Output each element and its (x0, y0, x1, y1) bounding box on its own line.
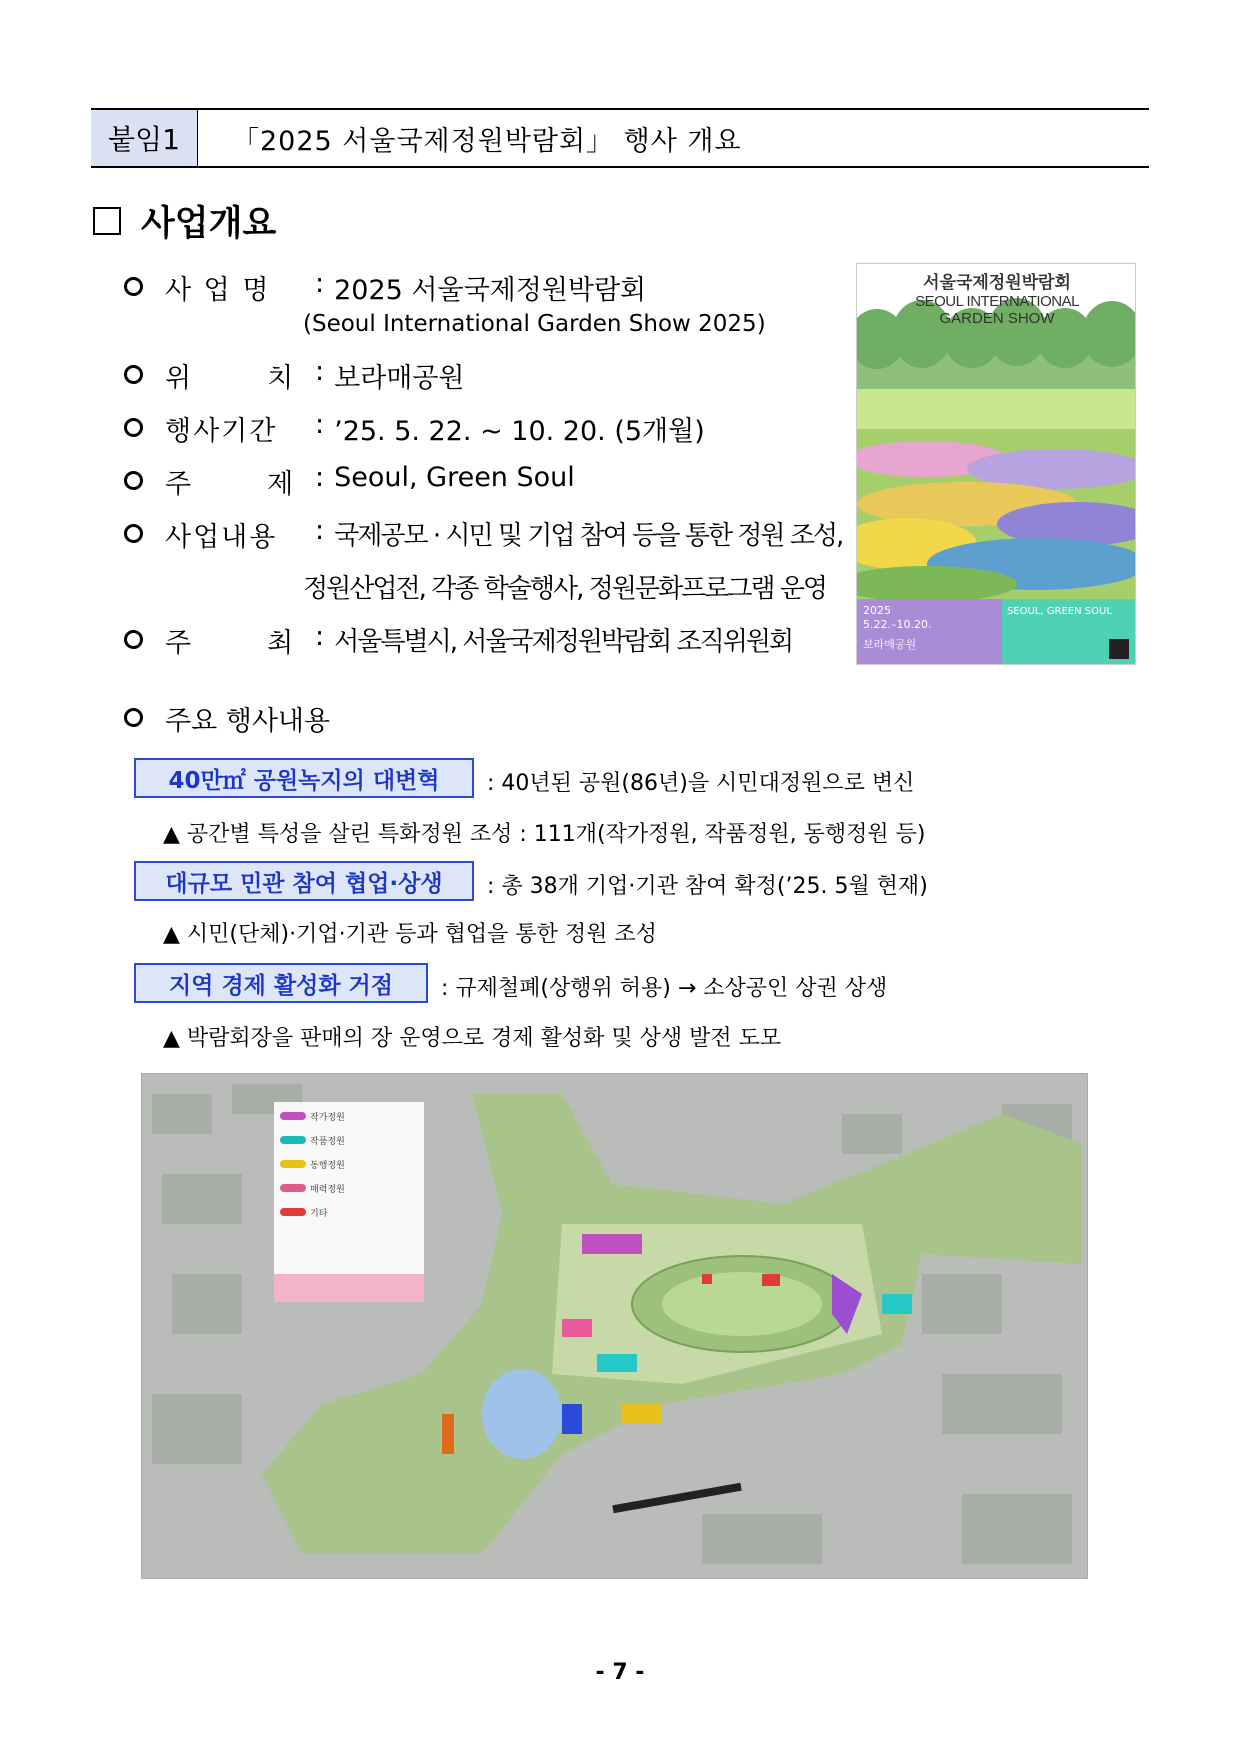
highlight-detail: ▲ 공간별 특성을 살린 특화정원 조성 : 111개(작가정원, 작품정원, 동행정원 등) (163, 822, 926, 847)
bullet-icon (124, 365, 143, 384)
bullet-icon (124, 471, 143, 490)
bullet-icon (124, 418, 143, 437)
info-value: 서울특별시, 서울국제정원박람회 조직위원회 (334, 627, 793, 657)
legend-swatch (280, 1208, 306, 1216)
info-value: 보라매공원 (334, 363, 465, 394)
poster-year: 2025 (863, 604, 891, 617)
poster-slogan: SEOUL, GREEN SOUL (1007, 606, 1112, 617)
info-content-line2: 정원산업전, 각종 학술행사, 정원문화프로그램 운영 (303, 574, 827, 604)
highlight-label-partnership: 대규모 민관 참여 협업·상생 (134, 861, 474, 901)
legend-label: 매력정원 (310, 1185, 345, 1195)
highlight-desc: : 40년된 공원(86년)을 시민대정원으로 변신 (487, 771, 915, 796)
legend-label: 작가정원 (310, 1113, 345, 1123)
info-label: 주 제 (165, 469, 296, 500)
info-value: Seoul, Green Soul (334, 462, 575, 493)
info-label: 주 최 (165, 628, 296, 659)
checkbox-icon (93, 207, 121, 235)
highlight-label-economy: 지역 경제 활성화 거점 (134, 963, 428, 1003)
info-english-name: (Seoul International Garden Show 2025) (303, 311, 766, 337)
legend-label: 동행정원 (310, 1161, 345, 1171)
bullet-icon (124, 708, 143, 727)
info-label: 사업내용 (165, 522, 278, 553)
info-item-theme: 주 제 : Seoul, Green Soul (124, 462, 575, 501)
venue-map (141, 1073, 1088, 1579)
bullet-icon (124, 630, 143, 649)
legend-swatch (280, 1112, 306, 1120)
legend-swatch (280, 1160, 306, 1168)
section-title-text: 사업개요 (141, 204, 277, 244)
info-item-location: 위 치 : 보라매공원 (124, 356, 465, 395)
poster-dates: 5.22.–10.20. (863, 618, 932, 631)
highlight-detail: ▲ 시민(단체)·기업·기관 등과 협업을 통한 정원 조성 (163, 922, 657, 947)
highlight-detail: ▲ 박람회장을 판매의 장 운영으로 경제 활성화 및 상생 발전 도모 (163, 1026, 782, 1051)
legend-swatch (280, 1184, 306, 1192)
poster-venue: 보라매공원 (863, 638, 917, 651)
info-item-content: 사업내용 : 국제공모 · 시민 및 기업 참여 등을 통한 정원 조성, (124, 515, 842, 554)
info-value: ’25. 5. 22. ~ 10. 20. (5개월) (334, 416, 705, 447)
info-item-period: 행사기간 : ’25. 5. 22. ~ 10. 20. (5개월) (124, 409, 705, 448)
page-number: - 7 - (595, 1660, 645, 1685)
highlight-label-green: 40만㎡ 공원녹지의 대변혁 (134, 758, 474, 798)
legend-label: 작품정원 (310, 1137, 345, 1147)
legend-label: 기타 (310, 1209, 328, 1219)
section-title (93, 196, 276, 246)
main-events-title: 주요 행사내용 (165, 706, 331, 737)
info-label: 행사기간 (165, 416, 278, 447)
attachment-tag: 붙임1 (91, 110, 198, 166)
event-poster (856, 263, 1136, 665)
info-label: 사 업 명 (165, 275, 271, 306)
bullet-icon (124, 277, 143, 296)
bullet-icon (124, 524, 143, 543)
legend-swatch (280, 1136, 306, 1144)
attachment-title: 「2025 서울국제정원박람회」 행사 개요 (232, 125, 742, 157)
info-item-name: 사 업 명 : 2025 서울국제정원박람회 (124, 268, 646, 307)
info-value: 국제공모 · 시민 및 기업 참여 등을 통한 정원 조성, (334, 521, 843, 551)
info-value: 2025 서울국제정원박람회 (334, 275, 647, 306)
attachment-header (91, 108, 1149, 168)
highlight-desc: : 총 38개 기업·기관 참여 확정(’25. 5월 현재) (487, 874, 928, 899)
poster-title-en2: GARDEN SHOW (939, 310, 1055, 327)
poster-title-ko: 서울국제정원박람회 (923, 273, 1071, 293)
info-item-host: 주 최 : 서울특별시, 서울국제정원박람회 조직위원회 (124, 621, 792, 660)
info-label: 위 치 (165, 363, 296, 394)
main-events-heading (124, 699, 330, 738)
highlight-desc: : 규제철폐(상행위 허용) → 소상공인 상권 상생 (441, 976, 888, 1001)
poster-title-en1: SEOUL INTERNATIONAL (915, 293, 1079, 310)
